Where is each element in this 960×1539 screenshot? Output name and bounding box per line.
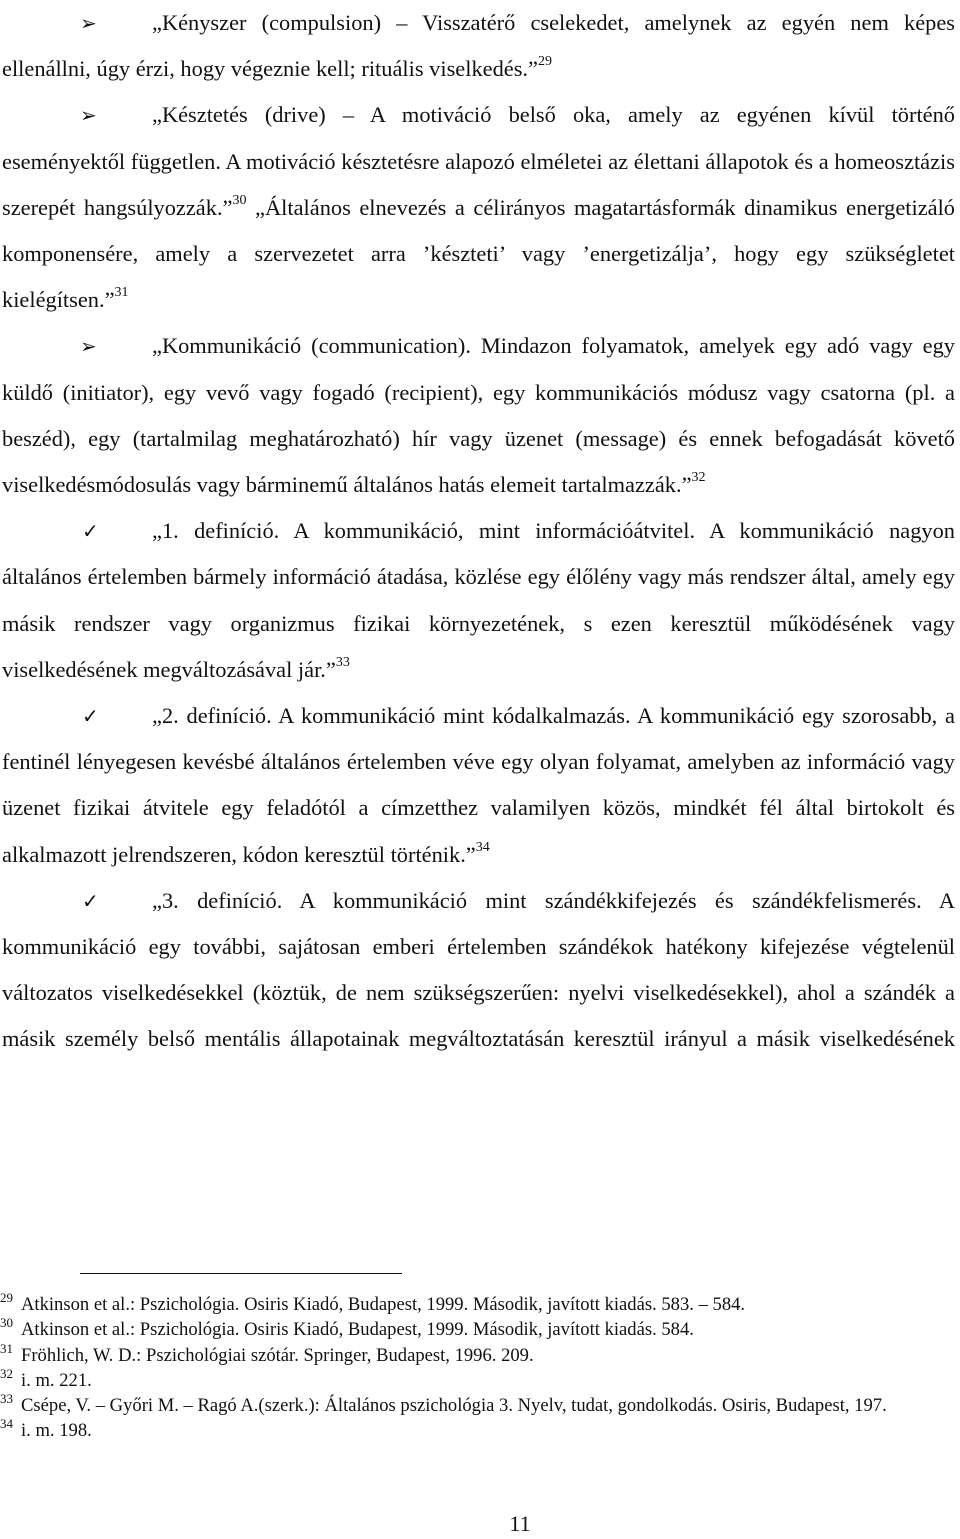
arrow-bullet-icon: ➢ bbox=[80, 103, 97, 128]
footnote bbox=[0, 1393, 955, 1418]
checkmark-bullet-icon: ✓ bbox=[82, 888, 99, 913]
paragraph-text: „3. definíció. A kommunikáció mint szándékkifejezés és szándékfelismerés. A kommunikáció egy további, sajátosan emberi értelemben szándékok hatékony kifejezése végtelenül változatos viselkedésekkel (köztük, de nem szükségszerűen: nyelvi viselkedésekkel), ahol a szándék a másik személy belső mentális állapotainak megváltoztatásán keresztül irányul a másik viselkedésének bbox=[2, 887, 955, 1052]
arrow-bullet-icon: ➢ bbox=[80, 11, 97, 35]
footnote-number: 33 bbox=[0, 1391, 13, 1407]
paragraph-text: „Késztetés (drive) – A motiváció belső oka, amely az egyénen kívül történő eseményektől független. A motiváció késztetésre alapozó elméletei az élettani állapotok és a homeosztázis szerepét hangsúlyozzák.” bbox=[2, 102, 955, 220]
paragraph-text: „Kényszer (compulsion) – Visszatérő cselekedet, amelynek az egyén nem képes ellenállni, úgy érzi, hogy végeznie kell; rituális viselkedés.” bbox=[2, 10, 955, 82]
paragraph-compulsion bbox=[2, 0, 955, 92]
footnote-text: i. m. 221. bbox=[21, 1369, 92, 1391]
arrow-bullet-icon: ➢ bbox=[80, 334, 97, 359]
paragraph-drive bbox=[2, 92, 955, 323]
paragraph-text: „2. definíció. A kommunikáció mint kódalkalmazás. A kommunikáció egy szorosabb, a fentinél lényegesen kevésbé általános értelemben véve egy olyan folyamat, amelyben az információ vagy üzenet fizikai átvitele egy feladótól a címzetthez valamilyen közös, mindkét fél által birtokolt és alkalmazott jelrendszeren, kódon keresztül történik.” bbox=[2, 703, 955, 867]
footnote-text: Csépe, V. – Győri M. – Ragó A.(szerk.): Általános pszichológia 3. Nyelv, tudat, gondolkodás. Osiris, Budapest, 197. bbox=[21, 1395, 887, 1417]
footnote bbox=[0, 1340, 955, 1368]
footnotes bbox=[0, 1292, 955, 1444]
footnote-text: i. m. 198. bbox=[21, 1420, 92, 1442]
footnote-number: 31 bbox=[0, 1340, 13, 1356]
footnote-ref: 32 bbox=[691, 470, 706, 486]
footnote-number: 34 bbox=[0, 1416, 13, 1432]
footnote-ref: 30 bbox=[232, 192, 247, 208]
footnote-number: 30 bbox=[0, 1315, 13, 1331]
paragraph-communication bbox=[2, 323, 955, 508]
checkmark-bullet-icon: ✓ bbox=[82, 704, 99, 729]
footnote-text: Fröhlich, W. D.: Pszichológiai szótár. Springer, Budapest, 1996. 209. bbox=[21, 1344, 534, 1366]
footnote-text: Atkinson et al.: Pszichológia. Osiris Kiadó, Budapest, 1999. Második, javított kiadás. 584. bbox=[21, 1319, 694, 1341]
main-text bbox=[2, 0, 955, 1063]
footnote bbox=[0, 1292, 955, 1317]
footnote-ref: 31 bbox=[114, 285, 129, 301]
footnote-separator bbox=[80, 1273, 402, 1274]
footnote bbox=[0, 1317, 955, 1342]
footnote-ref: 34 bbox=[475, 839, 490, 855]
paragraph-definition-1 bbox=[2, 508, 955, 693]
footnote bbox=[0, 1365, 955, 1393]
paragraph-text: „Általános elnevezés a célirányos magatartásformák dinamikus energetizáló komponensére, amely a szervezetet arra ’készteti’ vagy ’energetizálja’, hogy egy szükségletet kielégítsen.” bbox=[2, 194, 955, 313]
footnote-number: 32 bbox=[0, 1365, 13, 1381]
footnote-text: Atkinson et al.: Pszichológia. Osiris Kiadó, Budapest, 1999. Második, javított kiadás. 583. – 584. bbox=[21, 1294, 746, 1315]
paragraph-definition-2 bbox=[2, 693, 955, 878]
page-number: 11 bbox=[509, 1511, 531, 1536]
paragraph-text: „Kommunikáció (communication). Mindazon folyamatok, amelyek egy adó vagy egy küldő (initiator), egy vevő vagy fogadó (recipient), egy kommunikációs módusz vagy csatorna (pl. a beszéd), egy (tartalmilag meghatározható) hír vagy üzenet (message) és ennek befogadását követő viselkedésmódosulás vagy bárminemű általános hatás elemeit tartalmazzák.” bbox=[2, 333, 955, 498]
checkmark-bullet-icon: ✓ bbox=[82, 519, 99, 544]
footnote-ref: 33 bbox=[335, 654, 350, 670]
paragraph-definition-3 bbox=[2, 878, 955, 1063]
footnote-number: 29 bbox=[0, 1290, 13, 1305]
footnote bbox=[0, 1418, 955, 1443]
footnote-ref: 29 bbox=[537, 54, 552, 70]
paragraph-text: „1. definíció. A kommunikáció, mint információátvitel. A kommunikáció nagyon általános értelemben bármely információ átadása, közlése egy élőlény vagy más rendszer által, amely egy másik rendszer vagy organizmus fizikai környezetének, s ezen keresztül működésének vagy viselkedésének megváltozásával jár.” bbox=[2, 518, 955, 682]
